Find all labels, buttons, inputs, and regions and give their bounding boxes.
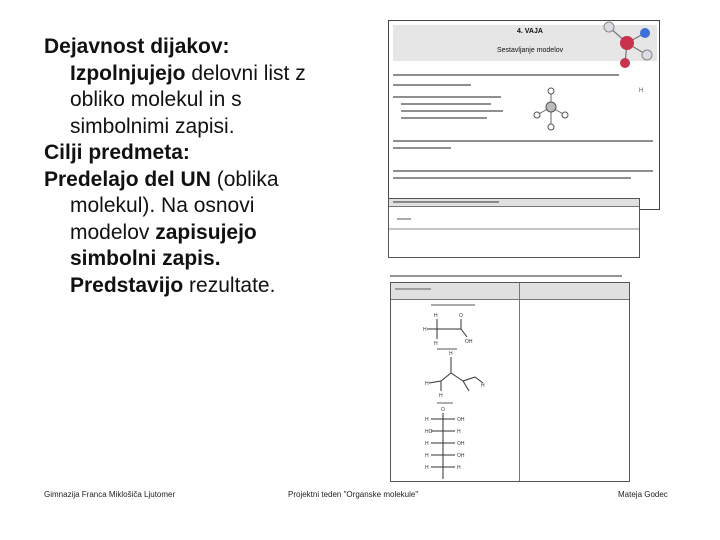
molecule-model-icon: [597, 17, 657, 69]
svg-text:OH: OH: [457, 417, 465, 423]
structural-formulas: [391, 283, 521, 479]
main-text: [44, 34, 374, 299]
svg-text:H: H: [425, 381, 429, 387]
svg-text:H: H: [457, 429, 461, 435]
paragraph-2: [44, 140, 374, 299]
svg-text:H: H: [434, 341, 438, 347]
svg-text:O: O: [459, 313, 463, 319]
keyword-predstavijo: Predstavijo: [70, 273, 184, 297]
footer-school: Gimnazija Franca Miklošiča Ljutomer: [44, 490, 176, 499]
heading-activity: Dejavnost dijakov:: [44, 35, 230, 58]
paragraph-1: [44, 34, 374, 140]
keyword-zapisujejo: zapisujejo: [155, 220, 257, 244]
worksheet-text-lines: [391, 69, 661, 199]
p3-text-2: molekul). Na osnovi: [70, 194, 255, 217]
svg-text:H: H: [449, 351, 453, 357]
p3-text-5: rezultate.: [183, 273, 276, 297]
worksheet-table-1: [388, 198, 640, 258]
p3-text-3: modelov: [70, 220, 156, 244]
heading-goals: Cilji predmeta:: [44, 141, 190, 164]
keyword-izpolnjujejo: Izpolnjujejo: [70, 61, 186, 85]
svg-text:HO: HO: [425, 429, 433, 435]
p3-text-1: (oblika: [210, 167, 279, 191]
p1-text-1: delovni list z: [185, 61, 306, 85]
svg-text:H: H: [425, 453, 429, 459]
footer-project: Projektni teden "Organske molekule": [288, 490, 419, 499]
svg-text:H: H: [439, 393, 443, 399]
bottom-instruction-line: [390, 272, 630, 280]
worksheet-bottom-page: [390, 272, 630, 482]
keyword-predelajo: Predelajo del UN: [44, 167, 211, 191]
footer-author: Mateja Godec: [618, 490, 668, 499]
svg-text:H: H: [481, 383, 485, 389]
svg-text:H: H: [639, 88, 644, 94]
worksheet-table-2: [390, 282, 630, 482]
svg-text:H: H: [425, 465, 429, 471]
worksheet-image: [388, 20, 660, 480]
table-1-lines: [389, 199, 639, 257]
p3-text-4: simbolni zapis.: [70, 247, 221, 270]
p1-text-3: simbolnimi zapisi.: [70, 114, 235, 138]
svg-text:H: H: [434, 313, 438, 319]
svg-text:OH: OH: [457, 453, 465, 459]
svg-text:H: H: [425, 441, 429, 447]
svg-text:H: H: [423, 327, 427, 333]
worksheet-number: 4. VAJA: [517, 28, 543, 35]
worksheet-top-page: [388, 20, 660, 210]
svg-text:H: H: [425, 417, 429, 423]
svg-text:OH: OH: [457, 441, 465, 447]
worksheet-title: Sestavljanje modelov: [497, 47, 564, 54]
svg-text:O: O: [441, 407, 445, 413]
p1-text-2: obliko molekul in s: [70, 88, 242, 111]
svg-text:H: H: [457, 465, 461, 471]
svg-text:OH: OH: [465, 339, 473, 345]
